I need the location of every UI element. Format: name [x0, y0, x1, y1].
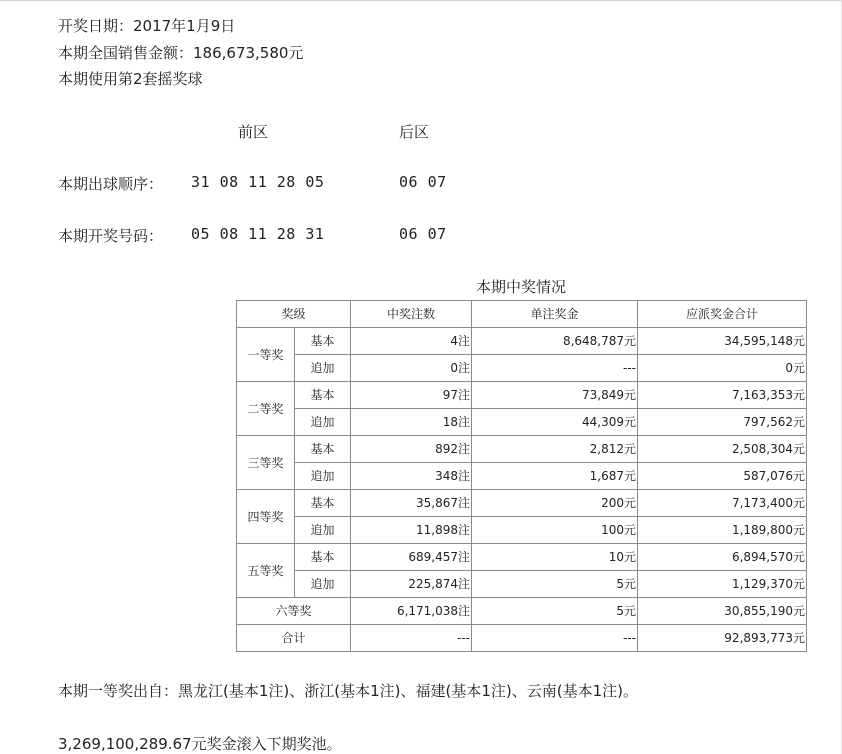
prize-level: 四等奖: [237, 490, 295, 544]
total-prize: 92,893,773元: [638, 625, 807, 652]
single-prize: ---: [472, 355, 638, 382]
single-prize: 200元: [472, 490, 638, 517]
total-label: 合计: [237, 625, 351, 652]
bet-type: 追加: [295, 571, 351, 598]
single-prize: 44,309元: [472, 409, 638, 436]
draw-order-front: 31 08 11 28 05: [191, 173, 325, 191]
prize-level: 三等奖: [237, 436, 295, 490]
header-count: 中奖注数: [351, 301, 472, 328]
winner-count: 225,874注: [351, 571, 472, 598]
single-prize: 10元: [472, 544, 638, 571]
winner-count: 348注: [351, 463, 472, 490]
table-row: [237, 382, 807, 409]
single-prize: 100元: [472, 517, 638, 544]
draw-order-label: 本期出球顺序：: [58, 175, 164, 193]
total-prize: 30,855,190元: [638, 598, 807, 625]
total-prize: 1,129,370元: [638, 571, 807, 598]
prize-level: 二等奖: [237, 382, 295, 436]
single-prize: 73,849元: [472, 382, 638, 409]
total-prize: 6,894,570元: [638, 544, 807, 571]
winner-count: 689,457注: [351, 544, 472, 571]
total-prize: 2,508,304元: [638, 436, 807, 463]
bet-type: 追加: [295, 355, 351, 382]
ball-set: 本期使用第2套摇奖球: [58, 70, 203, 88]
total-prize: 34,595,148元: [638, 328, 807, 355]
table-row: [237, 517, 807, 544]
front-zone-heading: 前区: [238, 123, 269, 141]
single-prize: 5元: [472, 598, 638, 625]
prize-table-caption: 本期中奖情况: [475, 278, 566, 296]
total-prize: 0元: [638, 355, 807, 382]
winning-numbers-front: 05 08 11 28 31: [191, 225, 325, 243]
total-prize: 1,189,800元: [638, 517, 807, 544]
header-total: 应派奖金合计: [638, 301, 807, 328]
table-row: [237, 355, 807, 382]
prize-level: 六等奖: [237, 598, 351, 625]
table-row: [237, 436, 807, 463]
table-row: [237, 598, 807, 625]
winner-count: 18注: [351, 409, 472, 436]
table-total-row: [237, 625, 807, 652]
winner-count: 97注: [351, 382, 472, 409]
table-row: [237, 328, 807, 355]
winner-count: 35,867注: [351, 490, 472, 517]
total-prize: 797,562元: [638, 409, 807, 436]
winner-count: 6,171,038注: [351, 598, 472, 625]
winning-numbers-label: 本期开奖号码：: [58, 227, 164, 245]
table-row: [237, 409, 807, 436]
prize-level: 一等奖: [237, 328, 295, 382]
table-row: [237, 544, 807, 571]
single-prize: ---: [472, 625, 638, 652]
single-prize: 2,812元: [472, 436, 638, 463]
total-prize: 7,163,353元: [638, 382, 807, 409]
header-level: 奖级: [237, 301, 351, 328]
header-single: 单注奖金: [472, 301, 638, 328]
table-row: [237, 490, 807, 517]
jackpot-rollover: 3,269,100,289.67元奖金滚入下期奖池。: [58, 735, 342, 753]
draw-date: 开奖日期：2017年1月9日: [58, 17, 236, 35]
prize-level: 五等奖: [237, 544, 295, 598]
single-prize: 8,648,787元: [472, 328, 638, 355]
prize-table: [236, 300, 807, 652]
total-prize: 587,076元: [638, 463, 807, 490]
winning-numbers-back: 06 07: [399, 225, 447, 243]
sales-amount: 本期全国销售金额：186,673,580元: [58, 44, 304, 62]
winner-count: 11,898注: [351, 517, 472, 544]
winner-count: 0注: [351, 355, 472, 382]
top-border: [0, 0, 842, 1]
winner-count: 4注: [351, 328, 472, 355]
back-zone-heading: 后区: [399, 123, 430, 141]
bet-type: 基本: [295, 382, 351, 409]
single-prize: 1,687元: [472, 463, 638, 490]
bet-type: 基本: [295, 490, 351, 517]
bet-type: 基本: [295, 436, 351, 463]
winner-count: ---: [351, 625, 472, 652]
bet-type: 基本: [295, 544, 351, 571]
table-row: [237, 571, 807, 598]
bet-type: 追加: [295, 463, 351, 490]
bet-type: 基本: [295, 328, 351, 355]
table-header-row: [237, 301, 807, 328]
bet-type: 追加: [295, 517, 351, 544]
draw-order-back: 06 07: [399, 173, 447, 191]
table-row: [237, 463, 807, 490]
total-prize: 7,173,400元: [638, 490, 807, 517]
first-prize-origin: 本期一等奖出自：黑龙江(基本1注)、浙江(基本1注)、福建(基本1注)、云南(基本1注)。: [58, 682, 638, 700]
single-prize: 5元: [472, 571, 638, 598]
winner-count: 892注: [351, 436, 472, 463]
bet-type: 追加: [295, 409, 351, 436]
